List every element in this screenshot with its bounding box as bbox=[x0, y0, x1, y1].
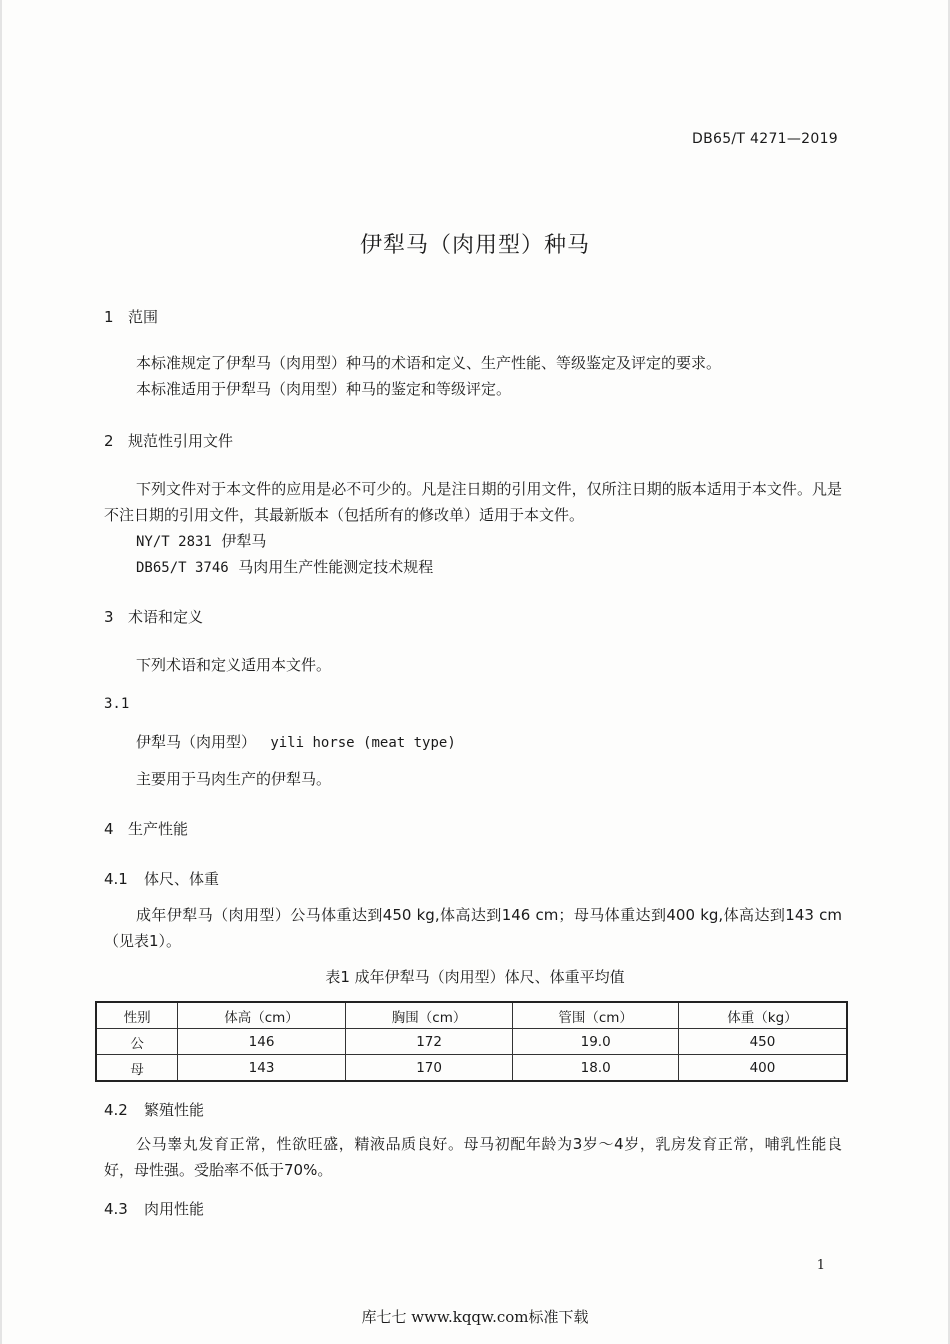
table-cell: 母 bbox=[96, 1055, 178, 1082]
table-row bbox=[96, 1055, 847, 1082]
section-title: 体尺、体重 bbox=[144, 870, 220, 888]
section-number: 4 bbox=[104, 820, 114, 838]
section-3-heading bbox=[104, 606, 203, 627]
section-4-heading bbox=[104, 818, 188, 839]
header-cell-sex: 性别 bbox=[96, 1002, 178, 1029]
table-caption: 表1 成年伊犁马（肉用型）体尺、体重平均值 bbox=[325, 968, 625, 986]
reference-name: 马肉用生产性能测定技术规程 bbox=[238, 558, 434, 576]
table-cell: 400 bbox=[678, 1055, 847, 1082]
body-measurement-table bbox=[95, 1001, 848, 1082]
section-number: 3 bbox=[104, 608, 114, 626]
document-code: DB65/T 4271—2019 bbox=[692, 131, 838, 147]
term-definition: 主要用于马肉生产的伊犁马。 bbox=[136, 770, 332, 788]
section-title: 术语和定义 bbox=[128, 608, 204, 626]
section-4-3-heading bbox=[104, 1198, 204, 1219]
section-number: 4.2 bbox=[104, 1101, 128, 1119]
table-row bbox=[96, 1029, 847, 1055]
section-4-1-paragraph: 成年伊犁马（肉用型）公马体重达到450 kg,体高达到146 cm；母马体重达到400 kg,体高达到143 cm（见表1）。 bbox=[104, 906, 842, 950]
table-cell: 143 bbox=[178, 1055, 346, 1082]
reference-code: NY/T 2831 bbox=[136, 534, 212, 550]
table-cell: 450 bbox=[678, 1029, 847, 1055]
section-title: 范围 bbox=[128, 308, 159, 326]
section-3-1-number: 3.1 bbox=[104, 696, 130, 712]
table-cell: 146 bbox=[178, 1029, 346, 1055]
header-cell-chest: 胸围（cm） bbox=[345, 1002, 513, 1029]
term-entry bbox=[136, 731, 456, 752]
section-title: 规范性引用文件 bbox=[128, 432, 234, 450]
table-header-row bbox=[96, 1002, 847, 1029]
section-number: 4.3 bbox=[104, 1200, 128, 1218]
section-number: 2 bbox=[104, 432, 114, 450]
table-cell: 172 bbox=[345, 1029, 513, 1055]
reference-item bbox=[136, 556, 433, 577]
section-4-1-heading bbox=[104, 868, 219, 889]
section-3-paragraph-1: 下列术语和定义适用本文件。 bbox=[136, 656, 332, 674]
section-number: 1 bbox=[104, 308, 114, 326]
reference-name: 伊犁马 bbox=[221, 532, 267, 550]
section-1-paragraph-1: 本标准规定了伊犁马（肉用型）种马的术语和定义、生产性能、等级鉴定及评定的要求。 bbox=[136, 354, 722, 372]
table-cell: 170 bbox=[345, 1055, 513, 1082]
section-2-heading bbox=[104, 430, 233, 451]
section-4-2-paragraph: 公马睾丸发育正常，性欲旺盛，精液品质良好。母马初配年龄为3岁～4岁，乳房发育正常，哺乳性能良好，母性强。受胎率不低于70%。 bbox=[104, 1135, 842, 1179]
section-number: 4.1 bbox=[104, 870, 128, 888]
header-cell-height: 体高（cm） bbox=[178, 1002, 346, 1029]
document-title: 伊犁马（肉用型）种马 bbox=[359, 233, 590, 258]
section-2-paragraph-1: 下列文件对于本文件的应用是必不可少的。凡是注日期的引用文件，仅所注日期的版本适用于本文件。凡是不注日期的引用文件，其最新版本（包括所有的修改单）适用于本文件。 bbox=[104, 480, 842, 524]
page-number: 1 bbox=[816, 1258, 825, 1273]
table-cell: 19.0 bbox=[513, 1029, 679, 1055]
term-chinese: 伊犁马（肉用型） bbox=[136, 733, 257, 751]
section-4-2-heading bbox=[104, 1099, 204, 1120]
section-title: 繁殖性能 bbox=[144, 1101, 205, 1119]
footer-watermark: 库七七 www.kqqw.com标准下载 bbox=[361, 1308, 589, 1326]
section-1-heading bbox=[104, 306, 158, 327]
reference-code: DB65/T 3746 bbox=[136, 560, 229, 576]
section-title: 生产性能 bbox=[128, 820, 189, 838]
table-cell: 18.0 bbox=[513, 1055, 679, 1082]
section-title: 肉用性能 bbox=[144, 1200, 205, 1218]
scan-edge-left bbox=[0, 0, 2, 1344]
header-cell-cannon: 管围（cm） bbox=[513, 1002, 679, 1029]
header-cell-weight: 体重（kg） bbox=[678, 1002, 847, 1029]
table-cell: 公 bbox=[96, 1029, 178, 1055]
reference-item bbox=[136, 530, 266, 551]
term-english: yili horse (meat type) bbox=[270, 735, 456, 751]
section-1-paragraph-2: 本标准适用于伊犁马（肉用型）种马的鉴定和等级评定。 bbox=[136, 380, 512, 398]
